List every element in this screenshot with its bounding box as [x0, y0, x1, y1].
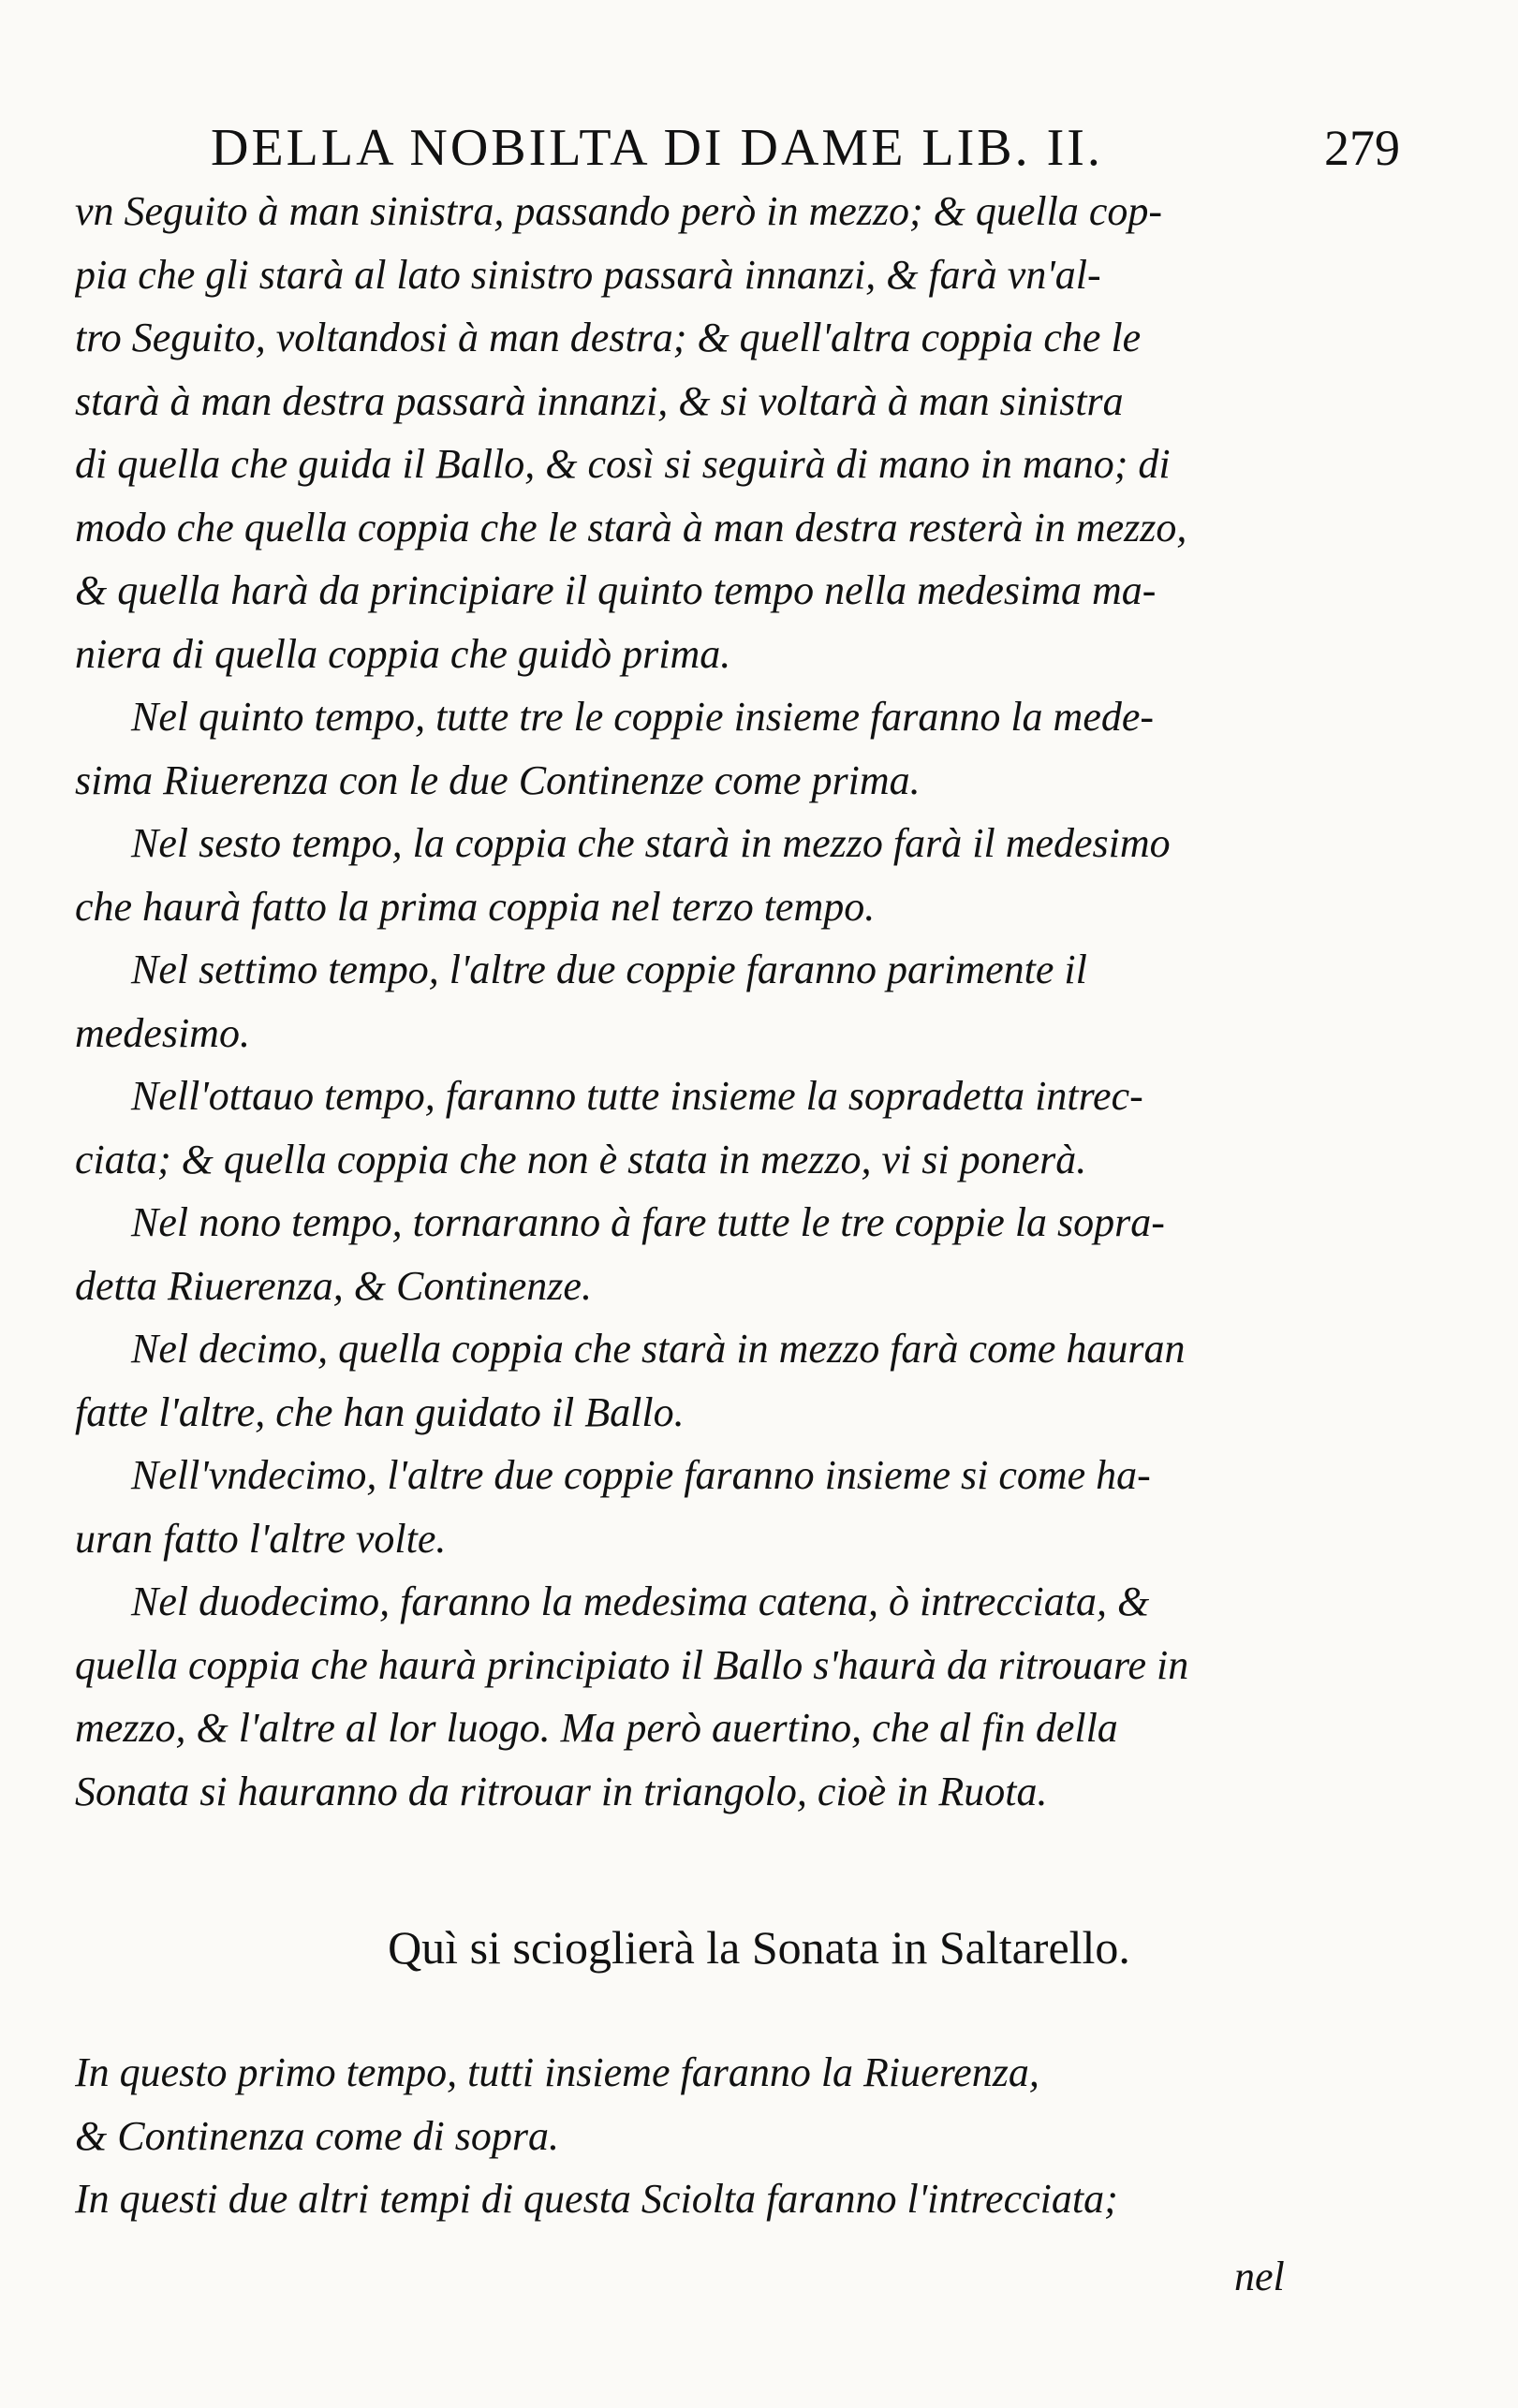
paragraph [75, 180, 1367, 685]
section-text [75, 2041, 1367, 2231]
text-line: Nell'ottauo tempo, faranno tutte insieme la sopradetta intrec- [131, 1073, 1143, 1119]
page-number: 279 [1324, 120, 1400, 176]
text-line: che haurà fatto la prima coppia nel terzo tempo. [75, 883, 876, 930]
text-line: tro Seguito, voltandosi à man destra; & quell'altra coppia che le [75, 315, 1142, 360]
text-line: In questo primo tempo, tutti insieme faranno la Riuerenza, [75, 2049, 1039, 2095]
running-head: DELLA NOBILTA DI DAME LIB. II. [211, 119, 1103, 177]
text-line: uran fatto l'altre volte. [75, 1515, 447, 1562]
text-line: di quella che guida il Ballo, & così si seguirà di mano in mano; di [75, 441, 1171, 487]
text-line: pia che gli starà al lato sinistro passarà innanzi, & farà vn'al- [75, 251, 1101, 298]
text-line: quella coppia che haurà principiato il Ballo s'haurà da ritrouare in [75, 1641, 1189, 1688]
paragraph [75, 2167, 1367, 2231]
paragraph [75, 938, 1367, 1065]
catchword: nel [1234, 2254, 1285, 2299]
paragraph [75, 1317, 1367, 1444]
text-line: sima Riuerenza con le due Continenze come prima. [75, 756, 921, 803]
text-line: vn Seguito à man sinistra, passando però in mezzo; & quella cop- [75, 188, 1163, 234]
paragraph [75, 812, 1367, 938]
paragraph [75, 2041, 1367, 2167]
text-line: Nel nono tempo, tornaranno à fare tutte le tre coppie la sopra- [131, 1199, 1165, 1245]
section-title: Quì si scioglierà la Sonata in Saltarello. [388, 1921, 1130, 1974]
text-line: Nel settimo tempo, l'altre due coppie faranno parimente il [131, 947, 1087, 992]
text-line: ciata; & quella coppia che non è stata in mezzo, vi si ponerà. [75, 1136, 1087, 1182]
text-line: & quella harà da principiare il quinto tempo nella medesima ma- [75, 567, 1157, 613]
text-line: Nel sesto tempo, la coppia che starà in mezzo farà il medesimo [131, 820, 1171, 866]
text-line: mezzo, & l'altre al lor luogo. Ma però auertino, che al fin della [75, 1705, 1118, 1751]
text-line: Nel quinto tempo, tutte tre le coppie insieme faranno la mede- [131, 694, 1155, 740]
text-line: detta Riuerenza, & Continenze. [75, 1262, 592, 1309]
text-line: & Continenza come di sopra. [75, 2112, 559, 2159]
paragraph [75, 1065, 1367, 1191]
body-text [75, 180, 1367, 1823]
paragraph [75, 1444, 1367, 1570]
text-line: Sonata si hauranno da ritrouar in triangolo, cioè in Ruota. [75, 1768, 1048, 1814]
text-line: fatte l'altre, che han guidato il Ballo. [75, 1388, 685, 1435]
paragraph [75, 1570, 1367, 1823]
text-line: Nel duodecimo, faranno la medesima catena, ò intrecciata, & [131, 1578, 1150, 1624]
text-line: starà à man destra passarà innanzi, & si voltarà à man sinistra [75, 377, 1124, 424]
text-line: modo che quella coppia che le starà à man destra resterà in mezzo, [75, 504, 1187, 551]
paragraph [75, 685, 1367, 812]
text-line: Nel decimo, quella coppia che starà in mezzo farà come hauran [131, 1326, 1186, 1372]
page-header [173, 110, 1400, 185]
text-line: medesimo. [75, 1009, 250, 1056]
text-line: In questi due altri tempi di questa Sciolta faranno l'intrecciata; [75, 2176, 1118, 2222]
text-line: niera di quella coppia che guidò prima. [75, 630, 731, 677]
text-line: Nell'vndecimo, l'altre due coppie faranno insieme si come ha- [131, 1452, 1151, 1498]
paragraph [75, 1191, 1367, 1317]
